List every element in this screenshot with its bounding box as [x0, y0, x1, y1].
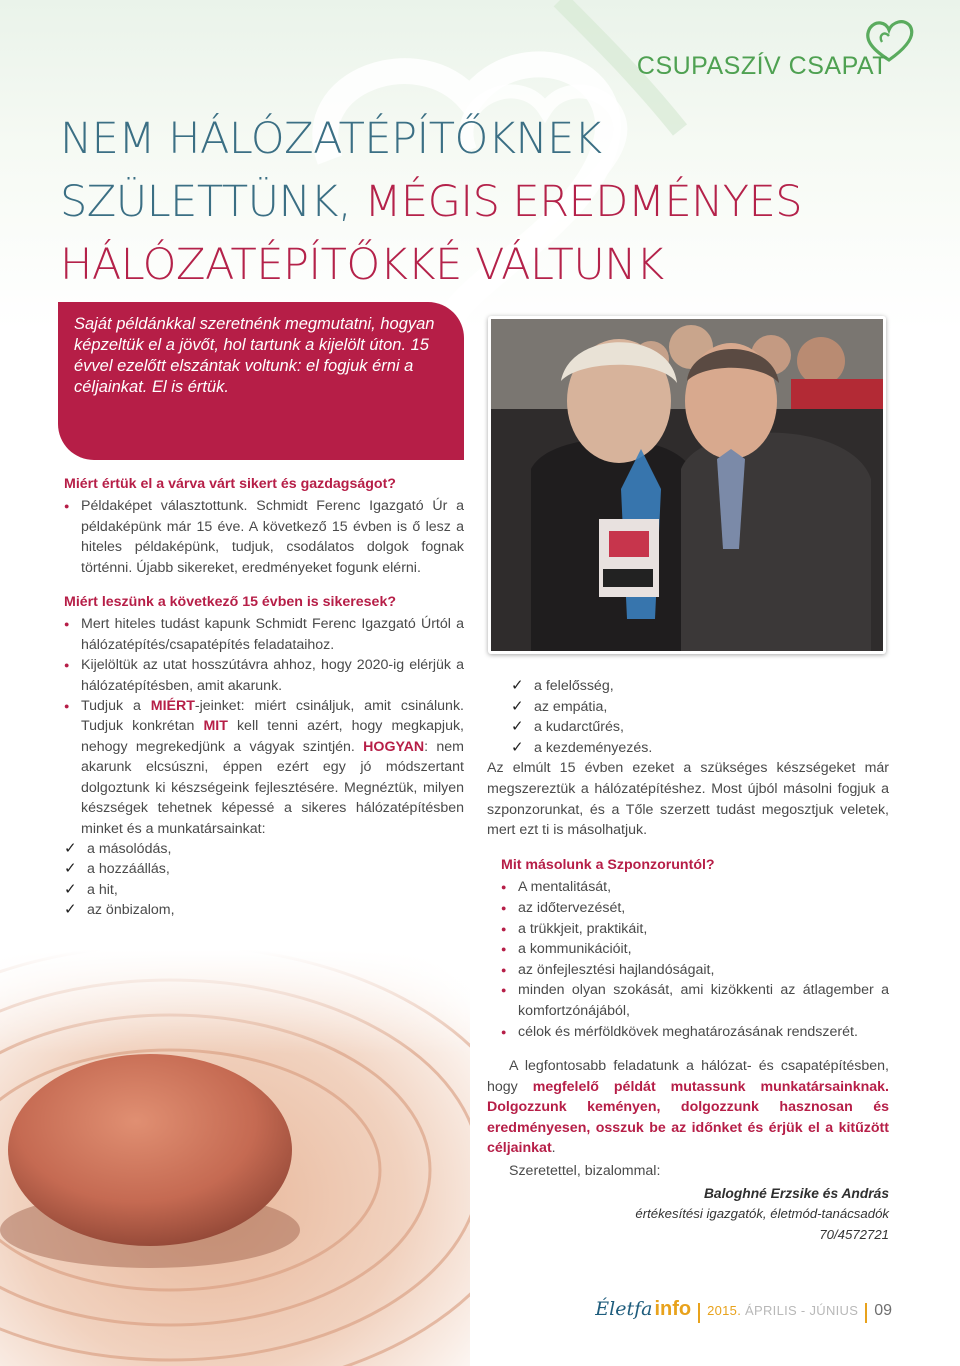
keyword: HOGYAN — [363, 738, 425, 755]
checklist — [64, 839, 464, 921]
signature-role: értékesítési igazgatók, életmód-tanácsadók — [635, 1206, 889, 1222]
check-label: a kezdeményezés. — [534, 739, 653, 756]
title-line-3: HÁLÓZATÉPÍTŐKKÉ VÁLTUNK — [60, 240, 664, 290]
magazine-name-info: info — [654, 1298, 692, 1320]
list-item — [64, 696, 464, 839]
list-item — [64, 839, 464, 859]
list-item: ● a kommunikációit, — [501, 939, 889, 960]
list-item — [511, 697, 889, 718]
page-number: 09 — [874, 1302, 892, 1319]
check-label: az önbizalom, — [87, 902, 175, 919]
check-icon: ✓ — [511, 738, 524, 756]
question-heading: Mit másolunk a Szponzoruntól? — [501, 856, 715, 873]
list-item — [64, 880, 464, 900]
title-line-1: NEM HÁLÓZATÉPÍTŐKNEK — [60, 114, 602, 164]
signature-phone: 70/4572721 — [819, 1226, 889, 1242]
text: Tudjuk a — [81, 698, 151, 715]
list-item — [511, 738, 889, 759]
checklist — [511, 676, 889, 758]
check-icon: ✓ — [511, 677, 524, 694]
check-icon: ✓ — [64, 839, 77, 857]
stone-image — [0, 950, 470, 1366]
check-label: a felelősség, — [534, 678, 614, 694]
text: A legfontosabb feladatunk a hálózat- és csapatépítésben, hogy — [487, 1058, 889, 1095]
check-label: a másolódás, — [87, 840, 172, 857]
left-column — [64, 474, 464, 921]
list-item: ● az időtervezését, — [501, 898, 889, 919]
check-icon: ✓ — [511, 697, 524, 715]
check-label: a hit, — [87, 881, 118, 898]
text: -jeinket: miért csináljuk, amit csinálunk. Tudjuk konkrétan — [81, 698, 464, 735]
issue-year: 2015. — [707, 1303, 746, 1318]
text: . — [551, 1140, 556, 1157]
divider — [698, 1303, 700, 1323]
right-column — [487, 676, 889, 1245]
check-icon: ✓ — [511, 718, 524, 736]
check-label: a kudarctűrés, — [534, 719, 624, 736]
closing-paragraph — [487, 1056, 889, 1159]
issue-date — [707, 1303, 858, 1318]
page-title — [60, 108, 920, 297]
list-item — [511, 717, 889, 738]
keyword: MIÉRT — [150, 698, 195, 715]
emphasis: megfelelő példát mutassunk munkatársainknak. Dolgozzunk keményen, dolgozzunk hasznosan és eredményesen, osszuk be az időnket és érjük el a kitűzött céljainkat — [487, 1078, 889, 1157]
paragraph: Az elmúlt 15 évben ezeket a szükséges készségeket már megszereztük a hálózatépítéshez. Most újból másolni fogjuk a szponzorunkat, és a Tőle szerzett tudást megosztjuk veletek, mert ezt ti is másolhatjuk. — [487, 760, 889, 839]
bullet-list — [64, 496, 464, 578]
text: kell tenni azért, hogy megkapjuk, nehogy megrekedjünk a vágyak szintjén. — [81, 718, 465, 755]
stone-illustration — [0, 950, 470, 1366]
list-item: ● Kijelöltük az utat hosszútávra ahhoz, hogy 2020-ig elérjük a hálózatépítésben, amit akarunk. — [64, 655, 464, 696]
check-icon: ✓ — [64, 901, 77, 919]
list-item: ● minden olyan szokását, ami kizökkenti az átlagember a komfortzónájából, — [501, 980, 889, 1021]
signature — [487, 1184, 889, 1246]
magazine-name: Életfa — [595, 1298, 653, 1320]
list-item — [511, 676, 889, 697]
list-item — [64, 859, 464, 879]
title-line-2a: SZÜLETTÜNK, — [60, 177, 365, 227]
photo-image — [491, 319, 883, 651]
footer — [595, 1298, 892, 1328]
list-item: ● Mert hiteles tudást kapunk Schmidt Ferenc Igazgató Úrtól a hálózatépítés/csapatépítés feladataihoz. — [64, 614, 464, 655]
photo-illustration — [491, 319, 883, 651]
bullet-list — [501, 877, 889, 1042]
check-icon: ✓ — [64, 880, 77, 898]
divider — [865, 1303, 867, 1323]
list-item: ● A mentalitását, — [501, 877, 889, 898]
intro-box: Saját példánkkal szeretnénk megmutatni, hogyan képzeltük el a jövőt, hol tartunk a kijelölt úton. 15 évvel ezelőtt elszántak voltunk: el fogjuk érni a céljainkat. El is értük. — [58, 302, 464, 460]
list-item: ● Példaképet választottunk. Schmidt Ferenc Igazgató Úr a példaképünk már 15 éve. A következő 15 évben is ő lesz a hiteles példaképünk, tudjuk, csodálatos dolgok fognak történni. Újabb sikereket, eredményeket fogunk elérni. — [64, 496, 464, 578]
signature-name: Baloghné Erzsike és András — [703, 1185, 889, 1201]
question-heading: Miért leszünk a következő 15 évben is sikeresek? — [64, 594, 396, 611]
list-item: ● a trükkjeit, praktikáit, — [501, 919, 889, 940]
check-label: az empátia, — [534, 698, 608, 715]
greeting: Szeretettel, bizalommal: — [509, 1163, 661, 1180]
issue-months: ÁPRILIS - JÚNIUS — [745, 1303, 859, 1318]
check-icon: ✓ — [64, 860, 77, 878]
text: : nem akarunk elcsúszni, éppen ezért egy jó módszertant dolgoztunk ki készségeink fejlesztésére. Megnéztük, milyen készségek tehetnek képessé a sikeres hálózatépítésben minket és a munkatársainkat: — [81, 738, 465, 837]
list-item: ● az önfejlesztési hajlandóságait, — [501, 960, 889, 981]
list-item: ● célok és mérföldkövek meghatározásának rendszerét. — [501, 1022, 889, 1043]
question-heading: Miért értük el a várva várt sikert és gazdagságot? — [64, 476, 396, 492]
list-item — [64, 900, 464, 920]
section-label: CSUPASZÍV CSAPAT — [636, 52, 888, 80]
bullet-list — [64, 614, 464, 838]
check-label: a hozzáállás, — [87, 861, 170, 878]
photo — [488, 316, 886, 654]
keyword: MIT — [203, 718, 228, 735]
title-line-2b: MÉGIS EREDMÉNYES — [364, 177, 803, 227]
